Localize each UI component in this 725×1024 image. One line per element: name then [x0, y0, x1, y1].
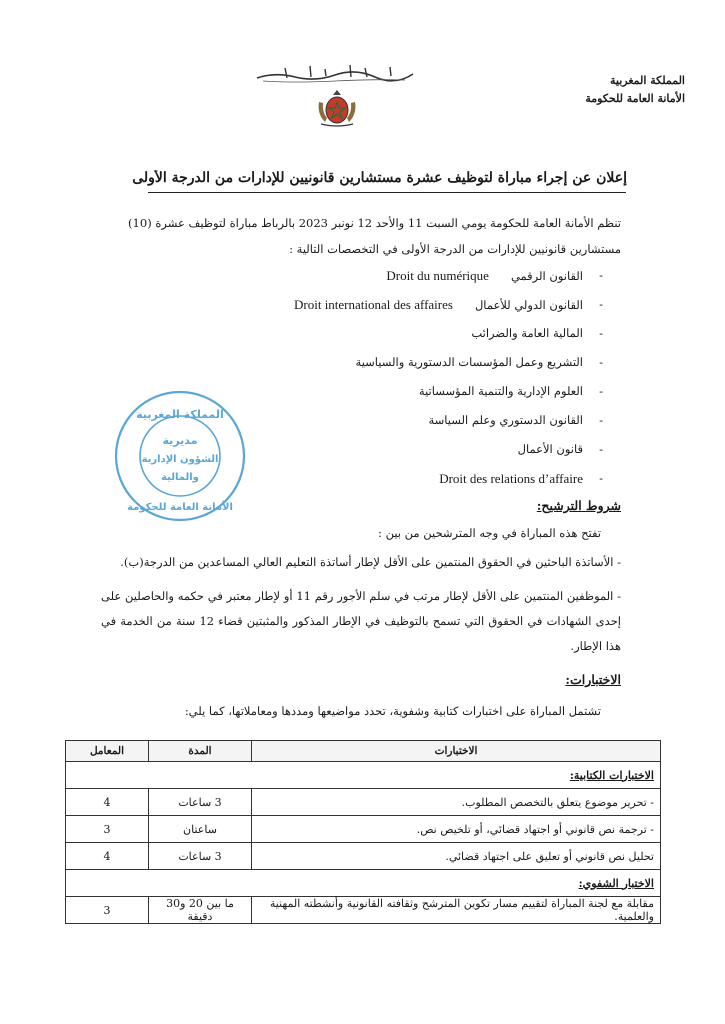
list-item: - المالية العامة والضرائب	[123, 326, 603, 355]
table-row	[66, 843, 661, 870]
list-item: - العلوم الإدارية والتنمية المؤسساتية	[123, 384, 603, 413]
intro-line-2: مستشارين قانونيين للإدارات من الدرجة الأولى في التخصصات التالية :	[289, 242, 621, 256]
exam-cell: تحليل نص قانوني أو تعليق على اجتهاد قضائي.	[252, 843, 661, 870]
exams-heading: الاختبارات:	[565, 672, 621, 687]
coef-cell: 3	[66, 816, 149, 843]
intro-line-1: تنظم الأمانة العامة للحكومة يومي السبت 11 والأحد 12 نونبر 2023 بالرباط مباراة لتوظيف عشرة (10)	[128, 216, 621, 230]
written-label: الاختبارات الكتابية:	[66, 762, 661, 789]
table-row	[66, 789, 661, 816]
page-title: إعلان عن إجراء مباراة لتوظيف عشرة مستشارين قانونيين للإدارات من الدرجة الأولى	[132, 170, 627, 186]
title-underline	[148, 192, 626, 193]
list-item: - قانون الأعمال	[123, 442, 603, 471]
condition-item-2: - الموظفين المنتمين على الأقل لإطار مرتب في سلم الأجور رقم 11 أو لإطار معتبر في حكمه والحاصلين على إحدى الشهادات في الحقوق التي تسمح بالتوظيف في الإطار المذكور والمثبتين قضاء 12 سنة من الخدمة في هذا الإطار.	[101, 589, 622, 653]
col-coef: المعامل	[66, 741, 149, 762]
oral-label: الاختبار الشفوي:	[66, 870, 661, 897]
kingdom-label: المملكة المغربية	[610, 74, 685, 87]
table-header-row	[66, 741, 661, 762]
coef-cell: 3	[66, 897, 149, 924]
duration-cell: ساعتان	[149, 816, 252, 843]
exams-intro: تشتمل المباراة على اختبارات كتابية وشفوية، تحدد مواضيعها ومددها ومعاملاتها، كما يلي:	[184, 704, 601, 718]
duration-cell: ما بين 20 و30 دقيقة	[149, 897, 252, 924]
stamp-line-3: والمالية	[161, 472, 199, 483]
exam-cell: مقابلة مع لجنة المباراة لتقييم مسار تكوين المترشح وثقافته القانونية وأنشطته المهنية والعلمية.	[252, 897, 661, 924]
coef-cell: 4	[66, 789, 149, 816]
col-duration: المدة	[149, 741, 252, 762]
written-section-row	[66, 762, 661, 789]
conditions-heading: شروط الترشيح:	[536, 498, 621, 513]
exam-cell: - ترجمة نص قانوني أو اجتهاد قضائي، أو تلخيص نص.	[252, 816, 661, 843]
official-stamp	[112, 388, 248, 524]
coef-cell: 4	[66, 843, 149, 870]
duration-cell: 3 ساعات	[149, 789, 252, 816]
stamp-line-1: مديرية	[162, 434, 198, 447]
list-item: - القانون الدولي للأعمالDroit international des affaires	[123, 297, 603, 326]
col-exam: الاختبارات	[252, 741, 661, 762]
table-row	[66, 816, 661, 843]
stamp-outer-bottom-text: الأمانة العامة للحكومة	[127, 502, 233, 513]
header-institution	[545, 72, 685, 108]
royal-emblem-icon	[315, 88, 359, 128]
stamp-outer-text: المملكة المغربية	[136, 408, 224, 421]
condition-item-1: - الأساتذة الباحثين في الحقوق المنتمين على الأقل لإطار أساتذة التعليم العالي المساعدين من الدرجة(ب).	[120, 555, 621, 569]
table-row	[66, 897, 661, 924]
basmala-calligraphy	[255, 62, 415, 84]
list-item: - القانون الرقميDroit du numérique	[123, 268, 603, 297]
conditions-intro: تفتح هذه المباراة في وجه المترشحين من بين :	[378, 526, 601, 540]
exam-cell: - تحرير موضوع يتعلق بالتخصص المطلوب.	[252, 789, 661, 816]
list-item: - التشريع وعمل المؤسسات الدستورية والسياسية	[123, 355, 603, 384]
list-item: - Droit des relations d’affaire	[123, 471, 603, 500]
exams-table	[65, 740, 661, 924]
oral-section-row	[66, 870, 661, 897]
secretariat-label: الأمانة العامة للحكومة	[585, 92, 685, 105]
stamp-line-2: الشؤون الإدارية	[141, 454, 219, 465]
list-item: - القانون الدستوري وعلم السياسة	[123, 413, 603, 442]
duration-cell: 3 ساعات	[149, 843, 252, 870]
